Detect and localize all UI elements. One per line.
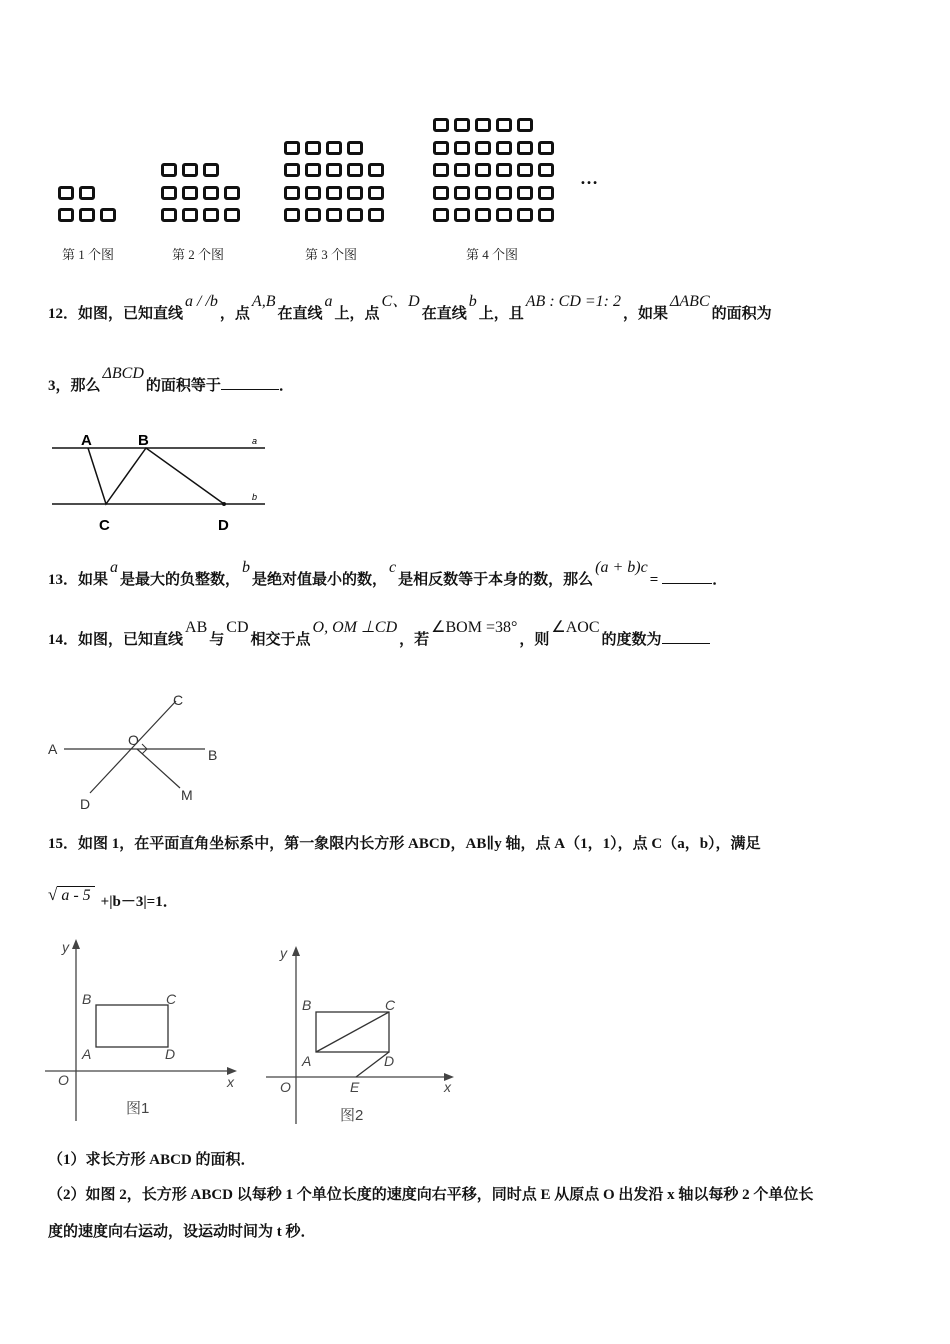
- ray-om: [137, 749, 180, 788]
- q13-equals: =: [649, 572, 659, 588]
- q12-points-ab: A,B: [251, 293, 276, 310]
- pattern-square: [368, 208, 384, 222]
- label-d: D: [80, 796, 91, 812]
- pattern-square: [305, 186, 321, 200]
- label-x: x: [444, 1079, 451, 1095]
- label-point-c: C: [99, 517, 110, 534]
- question-14: [48, 619, 710, 649]
- pattern-square: [224, 208, 240, 222]
- label-e: E: [350, 1079, 360, 1095]
- pattern-square: [475, 141, 491, 155]
- pattern-square: [517, 186, 533, 200]
- pattern-square: [475, 186, 491, 200]
- pattern-square: [496, 208, 512, 222]
- figure-caption-4: 第 4 个图: [466, 247, 519, 262]
- label-x: x: [227, 1074, 234, 1090]
- pattern-ellipsis: …: [580, 168, 598, 188]
- pattern-square: [326, 141, 342, 155]
- q13-var-a: a: [110, 559, 119, 576]
- q12-answer-blank[interactable]: [221, 389, 279, 390]
- pattern-square: [538, 141, 554, 155]
- label-y: y: [62, 939, 69, 955]
- q12-line-b: b: [468, 293, 477, 310]
- q12-text-4: 在直线: [421, 306, 467, 322]
- pattern-square: [182, 163, 198, 177]
- q12-text-1: ，点: [219, 306, 250, 322]
- label-point-b: B: [138, 432, 149, 449]
- label-m: M: [181, 787, 193, 803]
- point-d-dot: [222, 502, 226, 506]
- pattern-square: [433, 208, 449, 222]
- label-b: B: [302, 997, 312, 1013]
- pattern-square: [454, 118, 470, 132]
- q13-period: ．: [712, 572, 728, 588]
- pattern-square: [326, 186, 342, 200]
- pattern-square: [58, 186, 74, 200]
- q14-text-1: 与: [209, 632, 225, 648]
- label-d: D: [165, 1046, 176, 1062]
- label-a: A: [82, 1046, 92, 1062]
- q13-answer-blank[interactable]: [662, 583, 712, 584]
- pattern-square: [284, 208, 300, 222]
- pattern-square: [305, 141, 321, 155]
- pattern-square: [433, 186, 449, 200]
- q15-sqrt-radicand: a - 5: [57, 886, 94, 904]
- pattern-square: [496, 118, 512, 132]
- q12-parallel: a / /b: [185, 293, 218, 310]
- pattern-square: [58, 208, 74, 222]
- q12-text-7: 的面积为: [711, 306, 772, 322]
- pattern-square: [161, 186, 177, 200]
- pattern-square: [161, 208, 177, 222]
- pattern-square: [326, 208, 342, 222]
- label-c: C: [173, 692, 184, 708]
- figure-caption-3: 第 3 个图: [305, 247, 358, 262]
- label-y: y: [280, 945, 287, 961]
- q13-expression: (a + b)c: [595, 559, 648, 576]
- figure-caption-1: 第 1 个图: [62, 247, 115, 262]
- pattern-square: [454, 163, 470, 177]
- pattern-square: [161, 163, 177, 177]
- pattern-square: [182, 186, 198, 200]
- q12-points-cd: C、D: [381, 293, 420, 310]
- q14-intersecting-lines-figure: [40, 685, 240, 815]
- triangle-segments: [88, 448, 224, 504]
- pattern-square: [538, 208, 554, 222]
- q14-text-2: 相交于点: [250, 632, 311, 648]
- q14-answer-blank[interactable]: [662, 643, 710, 644]
- pattern-square: [538, 163, 554, 177]
- q14-angle-aoc: ∠AOC: [551, 619, 600, 636]
- pattern-square: [454, 141, 470, 155]
- diagonal-ac: [316, 1012, 389, 1052]
- rectangle-abcd: [96, 1005, 168, 1047]
- question-12-line-2: [48, 365, 294, 395]
- q14-condition: O, OM ⊥CD: [312, 619, 398, 636]
- pattern-square: [203, 208, 219, 222]
- pattern-square: [305, 163, 321, 177]
- pattern-square: [100, 208, 116, 222]
- q14-angle-bom: ∠BOM =38°: [431, 619, 518, 636]
- q12-line2-start: 3，那么: [48, 378, 101, 394]
- q14-line-cd: CD: [226, 619, 249, 636]
- pattern-square: [347, 141, 363, 155]
- q13-text-3: 是相反数等于本身的数，那么: [398, 572, 594, 588]
- q13-var-c: c: [389, 559, 397, 576]
- q14-line-ab: AB: [185, 619, 208, 636]
- question-12-line-1: [48, 293, 772, 323]
- square-pattern-figures: [0, 0, 950, 270]
- pattern-square: [347, 186, 363, 200]
- pattern-square: [368, 163, 384, 177]
- figure-caption-2: 第 2 个图: [172, 247, 225, 262]
- pattern-square: [182, 208, 198, 222]
- q12-triangle-bcd: ΔBCD: [102, 365, 144, 382]
- pattern-square: [347, 163, 363, 177]
- q12-line-a: a: [324, 293, 333, 310]
- q12-triangle-abc: ΔABC: [670, 293, 710, 310]
- pattern-square: [433, 141, 449, 155]
- pattern-square: [496, 163, 512, 177]
- pattern-square: [347, 208, 363, 222]
- label-d: D: [384, 1053, 395, 1069]
- question-15-line-2: [48, 885, 178, 911]
- pattern-square: [454, 186, 470, 200]
- pattern-square: [475, 208, 491, 222]
- y-axis-arrow-icon: [72, 939, 80, 949]
- pattern-square: [203, 163, 219, 177]
- pattern-square: [475, 118, 491, 132]
- q12-parallel-lines-figure: [40, 428, 280, 538]
- pattern-square: [203, 186, 219, 200]
- q13-number: 13．如果: [48, 572, 109, 588]
- q12-period: ．: [278, 378, 294, 394]
- pattern-square: [517, 118, 533, 132]
- q12-number: 12．如图，已知直线: [48, 306, 184, 322]
- q14-text-3: ，若: [399, 632, 430, 648]
- question-13: [48, 559, 728, 589]
- label-a: A: [48, 741, 58, 757]
- question-15-part-2-line-2: 度的速度向右运动，设运动时间为 t 秒．: [48, 1224, 316, 1240]
- y-axis-arrow-icon: [292, 946, 300, 956]
- pattern-square: [284, 186, 300, 200]
- question-15-part-1: （1）求长方形 ABCD 的面积．: [48, 1152, 256, 1168]
- pattern-square: [305, 208, 321, 222]
- q12-text-5: 上，且: [478, 306, 524, 322]
- label-o: O: [128, 732, 139, 748]
- pattern-square: [517, 141, 533, 155]
- pattern-square: [517, 208, 533, 222]
- q12-line2-end: 的面积等于: [145, 378, 221, 394]
- pattern-square: [454, 208, 470, 222]
- label-o: O: [280, 1079, 291, 1095]
- pattern-square: [284, 141, 300, 155]
- q14-number: 14．如图，已知直线: [48, 632, 184, 648]
- label-c: C: [385, 997, 396, 1013]
- q12-text-3: 上，点: [334, 306, 380, 322]
- pattern-square: [517, 163, 533, 177]
- pattern-square: [496, 141, 512, 155]
- q14-text-4: ，则: [519, 632, 550, 648]
- pattern-square: [433, 163, 449, 177]
- pattern-square: [224, 186, 240, 200]
- label-line-b: b: [252, 492, 258, 502]
- q12-text-2: 在直线: [277, 306, 323, 322]
- label-point-d: D: [218, 517, 229, 534]
- label-a: A: [302, 1053, 312, 1069]
- pattern-square: [538, 186, 554, 200]
- label-b: B: [82, 991, 92, 1007]
- q13-var-b: b: [242, 559, 251, 576]
- sqrt-sign-icon: √: [48, 885, 58, 904]
- pattern-square: [475, 163, 491, 177]
- label-b: B: [208, 747, 218, 763]
- pattern-square: [284, 163, 300, 177]
- label-o: O: [58, 1072, 69, 1088]
- q15-condition-rest: +|b－3|=1．: [100, 894, 178, 910]
- label-point-a: A: [81, 432, 92, 449]
- q12-text-6: ，如果: [623, 306, 669, 322]
- label-line-a: a: [252, 436, 258, 446]
- figure-1-caption: 图1: [126, 1100, 150, 1117]
- q15-figure-2: [262, 942, 462, 1132]
- pattern-square: [433, 118, 449, 132]
- pattern-square: [79, 208, 95, 222]
- figure-2-caption: 图2: [340, 1107, 364, 1124]
- q15-figure-1: [40, 935, 245, 1125]
- pattern-square: [326, 163, 342, 177]
- question-15-line-1: 15．如图 1，在平面直角坐标系中，第一象限内长方形 ABCD，AB∥y 轴，点 A（1，1），点 C（a，b），满足: [48, 836, 761, 852]
- q13-text-1: 是最大的负整数，: [120, 572, 241, 588]
- pattern-square: [496, 186, 512, 200]
- pattern-square: [368, 186, 384, 200]
- question-15-part-2-line-1: （2）如图 2，长方形 ABCD 以每秒 1 个单位长度的速度向右平移，同时点 E 从原点 O 出发沿 x 轴以每秒 2 个单位长: [48, 1187, 814, 1203]
- q12-ratio: AB : CD =1: 2: [525, 293, 621, 310]
- label-c: C: [166, 991, 177, 1007]
- q13-text-2: 是绝对值最小的数，: [252, 572, 388, 588]
- pattern-square: [79, 186, 95, 200]
- q14-text-5: 的度数为: [601, 632, 662, 648]
